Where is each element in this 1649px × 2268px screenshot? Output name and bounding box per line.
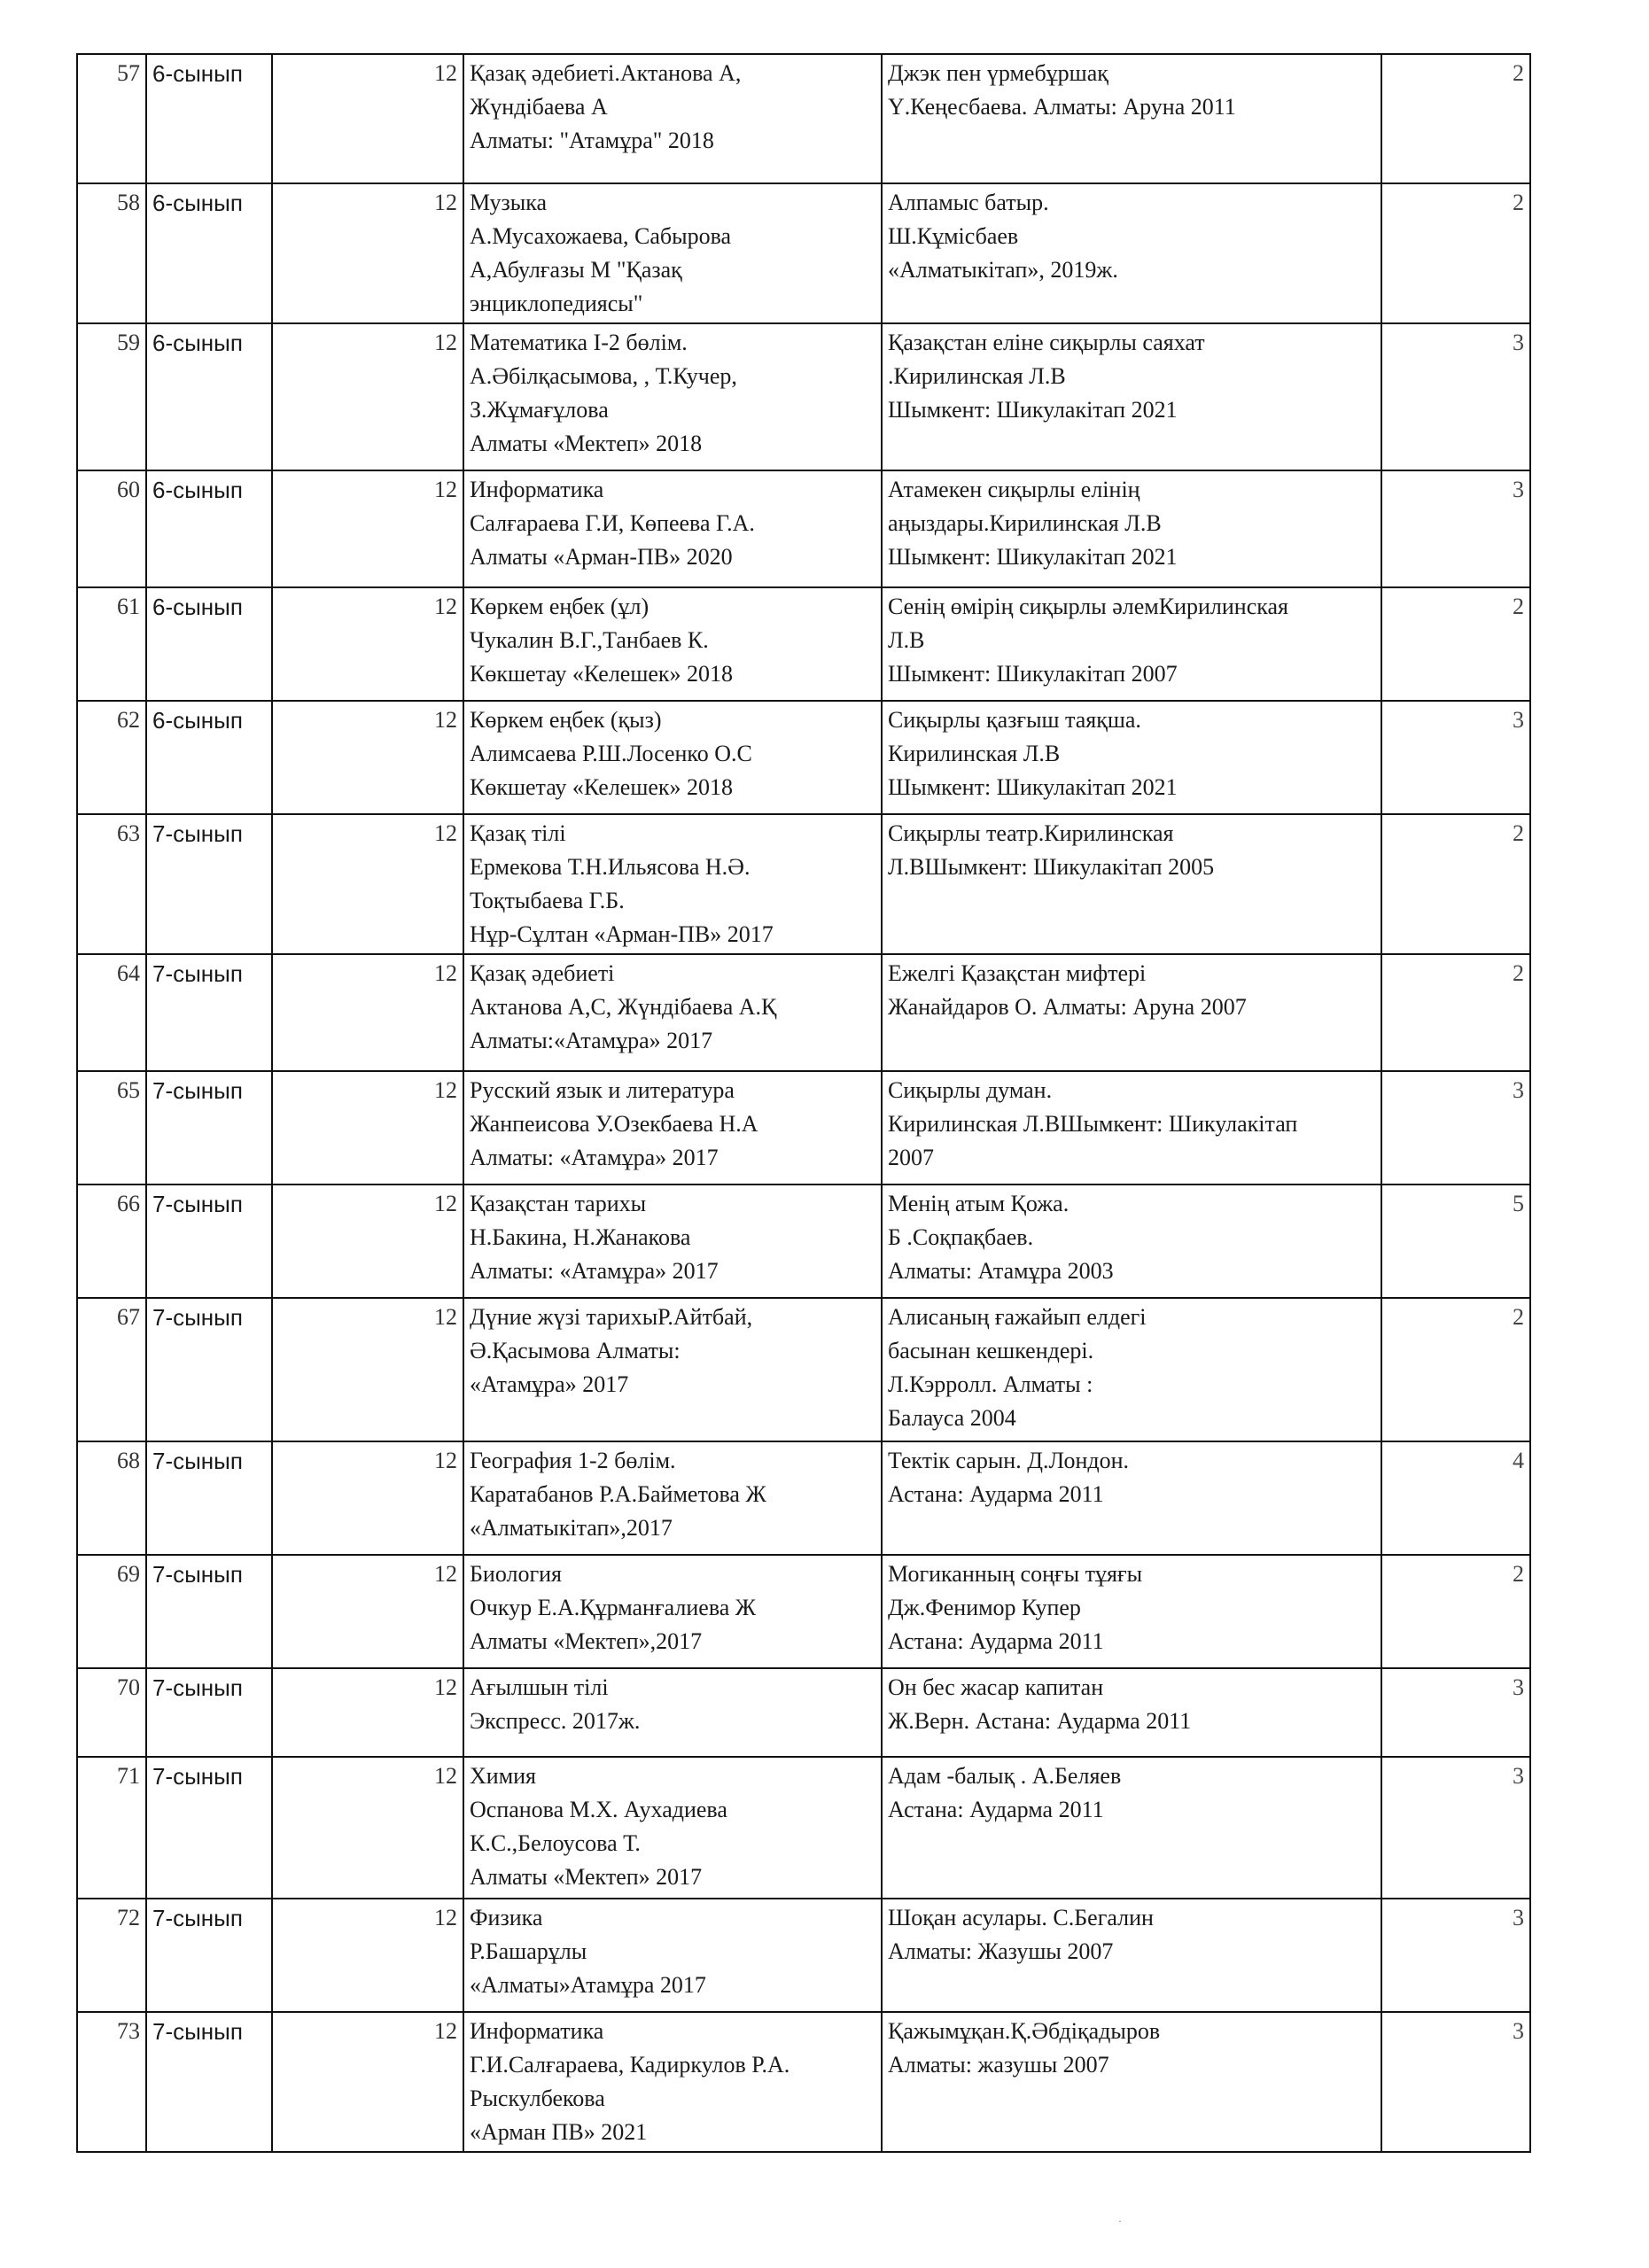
hours-cell: 12 — [272, 1184, 463, 1298]
textbook-cell: Ағылшын тілі Экспресс. 2017ж. — [463, 1668, 882, 1757]
copies-cell: 3 — [1381, 1668, 1530, 1757]
textbook-cell: Көркем еңбек (қыз) Алимсаева Р.Ш.Лосенко О.С Көкшетау «Келешек» 2018 — [463, 701, 882, 814]
row-number-cell: 57 — [77, 54, 146, 183]
literature-cell: Он бес жасар капитан Ж.Верн. Астана: Аударма 2011 — [882, 1668, 1381, 1757]
table-row — [77, 1184, 1530, 1298]
copies-cell: 2 — [1381, 587, 1530, 701]
row-number-cell: 66 — [77, 1184, 146, 1298]
class-cell: 6-сынып — [146, 183, 272, 323]
table-row — [77, 1555, 1530, 1668]
row-number-cell: 71 — [77, 1757, 146, 1899]
literature-cell: Тектік сарын. Д.Лондон. Астана: Аударма 2011 — [882, 1441, 1381, 1555]
table-row — [77, 54, 1530, 183]
hours-cell: 12 — [272, 1298, 463, 1441]
table-row — [77, 701, 1530, 814]
copies-cell: 3 — [1381, 323, 1530, 470]
copies-cell: 2 — [1381, 54, 1530, 183]
literature-cell: Ежелгі Қазақстан мифтері Жанайдаров О. Алматы: Аруна 2007 — [882, 954, 1381, 1071]
hours-cell: 12 — [272, 2012, 463, 2152]
class-cell: 7-сынып — [146, 1757, 272, 1899]
hours-cell: 12 — [272, 587, 463, 701]
textbook-cell: Қазақстан тарихы Н.Бакина, Н.Жанакова Алматы: «Атамұра» 2017 — [463, 1184, 882, 1298]
textbook-cell: Математика I-2 бөлім. А.Әбілқасымова, , Т.Кучер, З.Жұмағұлова Алматы «Мектеп» 2018 — [463, 323, 882, 470]
textbook-cell: Қазақ әдебиеті.Актанова А, Жүндібаева А Алматы: "Атамұра" 2018 — [463, 54, 882, 183]
row-number-cell: 60 — [77, 470, 146, 587]
hours-cell: 12 — [272, 54, 463, 183]
copies-cell: 3 — [1381, 2012, 1530, 2152]
row-number-cell: 65 — [77, 1071, 146, 1184]
literature-cell: Сиқырлы қазғыш таяқша. Кирилинская Л.В Шымкент: Шикулакітап 2021 — [882, 701, 1381, 814]
table-row — [77, 1071, 1530, 1184]
textbook-cell: Информатика Салғараева Г.И, Көпеева Г.А. Алматы «Арман-ПВ» 2020 — [463, 470, 882, 587]
table-row — [77, 183, 1530, 323]
row-number-cell: 67 — [77, 1298, 146, 1441]
hours-cell: 12 — [272, 1555, 463, 1668]
table-row — [77, 1298, 1530, 1441]
literature-cell: Сиқырлы театр.Кирилинская Л.ВШымкент: Шикулакітап 2005 — [882, 814, 1381, 954]
table-row — [77, 814, 1530, 954]
textbook-cell: Химия Оспанова М.Х. Аухадиева К.С.,Белоусова Т. Алматы «Мектеп» 2017 — [463, 1757, 882, 1899]
literature-cell: Адам -балық . А.Беляев Астана: Аударма 2011 — [882, 1757, 1381, 1899]
row-number-cell: 72 — [77, 1899, 146, 2012]
class-cell: 6-сынып — [146, 54, 272, 183]
class-cell: 7-сынып — [146, 2012, 272, 2152]
table-body — [77, 54, 1530, 2152]
hours-cell: 12 — [272, 954, 463, 1071]
table-row — [77, 470, 1530, 587]
class-cell: 7-сынып — [146, 1441, 272, 1555]
class-cell: 7-сынып — [146, 1071, 272, 1184]
row-number-cell: 69 — [77, 1555, 146, 1668]
scan-dot: · — [1118, 2215, 1122, 2227]
table-row — [77, 1441, 1530, 1555]
textbook-cell: Информатика Г.И.Салғараева, Кадиркулов Р.А. Рыскулбекова «Арман ПВ» 2021 — [463, 2012, 882, 2152]
literature-cell: Менің атым Қожа. Б .Соқпақбаев. Алматы: Атамұра 2003 — [882, 1184, 1381, 1298]
hours-cell: 12 — [272, 1757, 463, 1899]
copies-cell: 4 — [1381, 1441, 1530, 1555]
textbook-cell: Физика Р.Башарұлы «Алматы»Атамұра 2017 — [463, 1899, 882, 2012]
literature-cell: Қазақстан еліне сиқырлы саяхат .Кирилинская Л.В Шымкент: Шикулакітап 2021 — [882, 323, 1381, 470]
literature-cell: Шоқан асулары. С.Бегалин Алматы: Жазушы 2007 — [882, 1899, 1381, 2012]
literature-cell: Джэк пен үрмебұршақ Ү.Кеңесбаева. Алматы: Аруна 2011 — [882, 54, 1381, 183]
table-row — [77, 323, 1530, 470]
class-cell: 7-сынып — [146, 1899, 272, 2012]
textbook-cell: Қазақ тілі Ермекова Т.Н.Ильясова Н.Ә. Тоқтыбаева Г.Б. Нұр-Сұлтан «Арман-ПВ» 2017 — [463, 814, 882, 954]
literature-cell: Қажымұқан.Қ.Әбдіқадыров Алматы: жазушы 2007 — [882, 2012, 1381, 2152]
textbook-cell: Русский язык и литература Жанпеисова У.Озекбаева Н.А Алматы: «Атамұра» 2017 — [463, 1071, 882, 1184]
textbook-cell: Дүние жүзі тарихыР.Айтбай, Ә.Қасымова Алматы: «Атамұра» 2017 — [463, 1298, 882, 1441]
copies-cell: 2 — [1381, 1555, 1530, 1668]
hours-cell: 12 — [272, 1071, 463, 1184]
textbook-cell: Көркем еңбек (ұл) Чукалин В.Г.,Танбаев К. Көкшетау «Келешек» 2018 — [463, 587, 882, 701]
textbook-cell: Биология Очкур Е.А.Құрманғалиева Ж Алматы «Мектеп»,2017 — [463, 1555, 882, 1668]
literature-cell: Атамекен сиқырлы елінің аңыздары.Кирилинская Л.В Шымкент: Шикулакітап 2021 — [882, 470, 1381, 587]
class-cell: 7-сынып — [146, 1668, 272, 1757]
table-row — [77, 2012, 1530, 2152]
row-number-cell: 70 — [77, 1668, 146, 1757]
book-list-table — [76, 53, 1531, 2153]
textbook-cell: Музыка А.Мусахожаева, Сабырова А,Абулғазы М "Қазақ энциклопедиясы" — [463, 183, 882, 323]
copies-cell: 3 — [1381, 1757, 1530, 1899]
copies-cell: 2 — [1381, 954, 1530, 1071]
class-cell: 7-сынып — [146, 814, 272, 954]
hours-cell: 12 — [272, 1899, 463, 2012]
copies-cell: 2 — [1381, 1298, 1530, 1441]
row-number-cell: 64 — [77, 954, 146, 1071]
row-number-cell: 68 — [77, 1441, 146, 1555]
hours-cell: 12 — [272, 701, 463, 814]
copies-cell: 3 — [1381, 470, 1530, 587]
class-cell: 7-сынып — [146, 1184, 272, 1298]
table-row — [77, 954, 1530, 1071]
copies-cell: 3 — [1381, 701, 1530, 814]
class-cell: 6-сынып — [146, 701, 272, 814]
copies-cell: 5 — [1381, 1184, 1530, 1298]
literature-cell: Сенің өмірің сиқырлы әлемКирилинская Л.В Шымкент: Шикулакітап 2007 — [882, 587, 1381, 701]
row-number-cell: 58 — [77, 183, 146, 323]
textbook-cell: География 1-2 бөлім. Каратабанов Р.А.Байметова Ж «Алматыкітап»,2017 — [463, 1441, 882, 1555]
class-cell: 7-сынып — [146, 1555, 272, 1668]
copies-cell: 2 — [1381, 814, 1530, 954]
hours-cell: 12 — [272, 183, 463, 323]
row-number-cell: 73 — [77, 2012, 146, 2152]
literature-cell: Могиканның соңғы тұяғы Дж.Фенимор Купер Астана: Аударма 2011 — [882, 1555, 1381, 1668]
literature-cell: Алисаның ғажайып елдегі басынан кешкендері. Л.Кэрролл. Алматы : Балауса 2004 — [882, 1298, 1381, 1441]
literature-cell: Алпамыс батыр. Ш.Кұмісбаев «Алматыкітап», 2019ж. — [882, 183, 1381, 323]
class-cell: 7-сынып — [146, 954, 272, 1071]
row-number-cell: 63 — [77, 814, 146, 954]
hours-cell: 12 — [272, 814, 463, 954]
copies-cell: 3 — [1381, 1071, 1530, 1184]
hours-cell: 12 — [272, 1441, 463, 1555]
class-cell: 7-сынып — [146, 1298, 272, 1441]
copies-cell: 3 — [1381, 1899, 1530, 2012]
class-cell: 6-сынып — [146, 470, 272, 587]
class-cell: 6-сынып — [146, 323, 272, 470]
row-number-cell: 59 — [77, 323, 146, 470]
class-cell: 6-сынып — [146, 587, 272, 701]
hours-cell: 12 — [272, 323, 463, 470]
table-row — [77, 1899, 1530, 2012]
hours-cell: 12 — [272, 1668, 463, 1757]
hours-cell: 12 — [272, 470, 463, 587]
literature-cell: Сиқырлы думан. Кирилинская Л.ВШымкент: Шикулакітап 2007 — [882, 1071, 1381, 1184]
row-number-cell: 62 — [77, 701, 146, 814]
textbook-cell: Қазақ әдебиеті Актанова А,С, Жүндібаева А.Қ Алматы:«Атамұра» 2017 — [463, 954, 882, 1071]
table-row — [77, 1757, 1530, 1899]
table-row — [77, 587, 1530, 701]
row-number-cell: 61 — [77, 587, 146, 701]
copies-cell: 2 — [1381, 183, 1530, 323]
table-row — [77, 1668, 1530, 1757]
